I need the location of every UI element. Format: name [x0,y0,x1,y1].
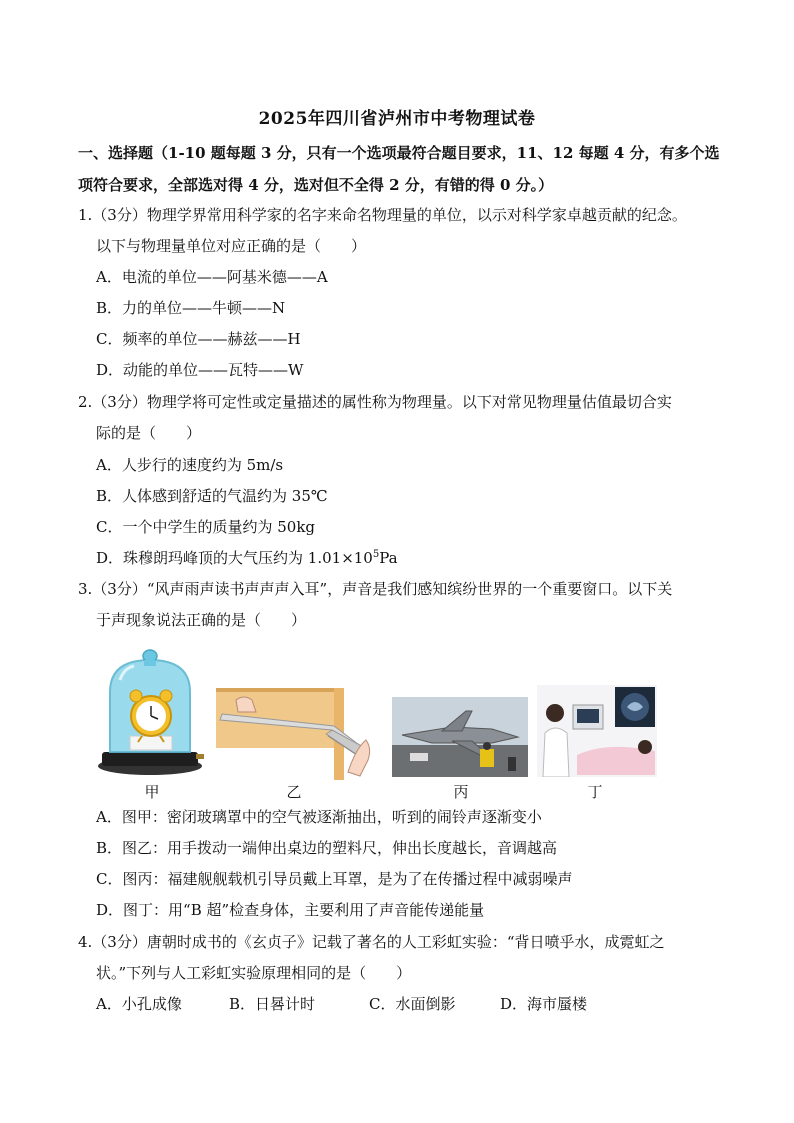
figure-ultrasound-exam [537,685,657,777]
q1-stem-line2: 以下与物理量单位对应正确的是（ ） [96,237,367,255]
q2-option-d-prefix: D．珠穆朗玛峰顶的大气压约为 1.01×10 [96,549,373,567]
figure-ruler-on-table [216,688,376,780]
q1-option-b: B．力的单位——牛顿——N [96,299,286,317]
q2-option-d-suffix: Pa [379,549,398,567]
q3-stem-line2: 于声现象说法正确的是（ ） [96,611,307,629]
q4-stem-line2: 状。”下列与人工彩虹实验原理相同的是（ ） [96,964,412,982]
figure-bell-jar-alarm-clock [94,640,206,778]
q2-option-c: C．一个中学生的质量约为 50kg [96,518,316,536]
section-heading-line2: 项符合要求，全部选对得 4 分，选对但不全得 2 分，有错的得 0 分。） [78,176,554,194]
q1-option-d: D．动能的单位——瓦特——W [96,361,304,379]
figure-fighter-jet [392,697,528,777]
q1-option-a: A．电流的单位——阿基米德——A [96,268,328,286]
q3-option-d: D．图丁：用“B 超”检查身体，主要利用了声音能传递能量 [96,901,485,919]
q4-option-d: D．海市蜃楼 [500,995,588,1013]
q4-stem-line1: 4.（3分）唐朝时成书的《玄贞子》记载了著名的人工彩虹实验：“背日喷乎水，成霓虹之 [78,933,665,951]
q4-option-b: B．日晷计时 [229,995,316,1013]
q2-option-a: A．人步行的速度约为 5m/s [96,456,284,474]
q1-option-c: C．频率的单位——赫兹——H [96,330,301,348]
q2-option-d [96,547,398,569]
q2-option-b: B．人体感到舒适的气温约为 35℃ [96,487,328,505]
q2-stem-line2: 际的是（ ） [96,424,202,442]
q3-option-a: A．图甲：密闭玻璃罩中的空气被逐渐抽出，听到的闹铃声逐渐变小 [96,808,542,826]
q2-option-d-exponent: 5 [372,549,380,560]
q4-option-a: A．小孔成像 [96,995,182,1013]
figure-label-yi: 乙 [286,783,302,801]
figure-label-bing: 丙 [453,783,469,801]
figure-label-ding: 丁 [587,783,603,801]
q2-stem-line1: 2.（3分）物理学将可定性或定量描述的属性称为物理量。以下对常见物理量估值最切合实 [78,393,672,411]
figure-label-jia: 甲 [144,783,160,801]
q3-option-b: B．图乙：用手拨动一端伸出桌边的塑料尺，伸出长度越长，音调越高 [96,839,558,857]
exam-title: 2025年四川省泸州市中考物理试卷 [258,109,536,129]
q4-option-c: C．水面倒影 [369,995,456,1013]
q3-option-c: C．图丙：福建舰舰载机引导员戴上耳罩，是为了在传播过程中减弱噪声 [96,870,573,888]
q1-stem-line1: 1.（3分）物理学界常用科学家的名字来命名物理量的单位，以示对科学家卓越贡献的纪念。 [78,206,687,224]
section-heading-line1: 一、选择题（1-10 题每题 3 分，只有一个选项最符合题目要求，11、12 每题 4 分，有多个选 [78,144,720,162]
q3-stem-line1: 3.（3分）“风声雨声读书声声声入耳”，声音是我们感知缤纷世界的一个重要窗口。以下关 [78,580,673,598]
